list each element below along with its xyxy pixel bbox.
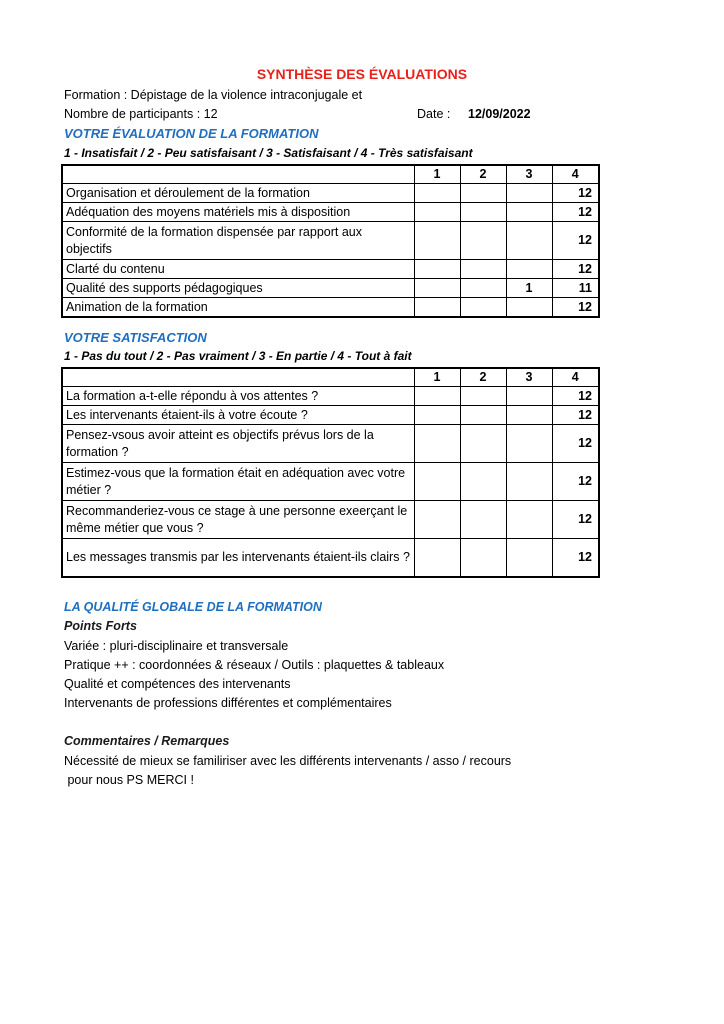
participants-line: Nombre de participants : 12 (64, 107, 218, 121)
count-cell (460, 184, 506, 203)
strength-item: Variée : pluri-disciplinaire et transversale (64, 639, 289, 653)
question-cell: Les messages transmis par les intervenants étaient-ils clairs ? (62, 539, 414, 578)
header-blank (62, 368, 414, 387)
count-cell (506, 425, 552, 463)
question-cell: Organisation et déroulement de la formation (62, 184, 414, 203)
evaluation-table (61, 164, 600, 318)
comment-line: Nécessité de mieux se familiriser avec les différents intervenants / asso / recours (64, 754, 512, 768)
column-header: 3 (506, 368, 552, 387)
question-cell: Conformité de la formation dispensée par rapport aux objectifs (62, 222, 414, 260)
count-cell (414, 406, 460, 425)
count-cell (506, 222, 552, 260)
table-row (62, 298, 599, 318)
count-cell: 12 (552, 463, 599, 501)
question-cell: Les intervenants étaient-ils à votre écoute ? (62, 406, 414, 425)
count-cell (414, 501, 460, 539)
table-row (62, 279, 599, 298)
count-cell (460, 463, 506, 501)
table-row (62, 406, 599, 425)
question-cell: Clarté du contenu (62, 260, 414, 279)
column-header: 1 (414, 368, 460, 387)
column-header: 1 (414, 165, 460, 184)
count-cell (506, 203, 552, 222)
formation-line: Formation : Dépistage de la violence intraconjugale et (64, 88, 363, 102)
count-cell (460, 222, 506, 260)
count-cell: 12 (552, 298, 599, 318)
column-header: 3 (506, 165, 552, 184)
count-cell: 12 (552, 539, 599, 578)
count-cell (460, 539, 506, 578)
count-cell (414, 425, 460, 463)
count-cell: 12 (552, 406, 599, 425)
count-cell (460, 387, 506, 406)
question-cell: Animation de la formation (62, 298, 414, 318)
count-cell (460, 425, 506, 463)
count-cell (460, 501, 506, 539)
count-cell (506, 501, 552, 539)
table-row (62, 260, 599, 279)
count-cell (506, 298, 552, 318)
date-value: 12/09/2022 (468, 107, 531, 121)
count-cell (460, 279, 506, 298)
count-cell (460, 298, 506, 318)
question-cell: Recommanderiez-vous ce stage à une personne exeerçant le même métier que vous ? (62, 501, 414, 539)
strength-item: Intervenants de professions différentes et complémentaires (64, 696, 392, 710)
count-cell (506, 184, 552, 203)
header-blank (62, 165, 414, 184)
count-cell: 11 (552, 279, 599, 298)
column-header: 4 (552, 368, 599, 387)
table-row (62, 184, 599, 203)
count-cell (414, 279, 460, 298)
table-row (62, 203, 599, 222)
table-row (62, 425, 599, 463)
question-cell: Pensez-vsous avoir atteint es objectifs prévus lors de la formation ? (62, 425, 414, 463)
count-cell (506, 539, 552, 578)
count-cell (414, 298, 460, 318)
table-row (62, 539, 599, 578)
table-row (62, 463, 599, 501)
column-header: 2 (460, 368, 506, 387)
column-header: 2 (460, 165, 506, 184)
satisfaction-section-title: VOTRE SATISFACTION (64, 330, 207, 345)
comments-title: Commentaires / Remarques (64, 734, 230, 748)
count-cell (414, 260, 460, 279)
count-cell (414, 387, 460, 406)
question-cell: Estimez-vous que la formation était en adéquation avec votre métier ? (62, 463, 414, 501)
table-header-row (62, 368, 599, 387)
date-label: Date : (417, 107, 451, 121)
count-cell (414, 222, 460, 260)
evaluation-scale-legend: 1 - Insatisfait / 2 - Peu satisfaisant / 3 - Satisfaisant / 4 - Très satisfaisant (64, 146, 473, 160)
count-cell (506, 406, 552, 425)
question-cell: Adéquation des moyens matériels mis à disposition (62, 203, 414, 222)
question-cell: La formation a-t-elle répondu à vos attentes ? (62, 387, 414, 406)
count-cell: 12 (552, 222, 599, 260)
count-cell (506, 260, 552, 279)
count-cell (460, 406, 506, 425)
count-cell: 12 (552, 203, 599, 222)
question-cell: Qualité des supports pédagogiques (62, 279, 414, 298)
count-cell: 12 (552, 501, 599, 539)
table-row (62, 387, 599, 406)
strength-item: Qualité et compétences des intervenants (64, 677, 291, 691)
count-cell (506, 387, 552, 406)
table-header-row (62, 165, 599, 184)
satisfaction-table (61, 367, 600, 578)
count-cell (506, 463, 552, 501)
comment-line: pour nous PS MERCI ! (64, 773, 194, 787)
satisfaction-scale-legend: 1 - Pas du tout / 2 - Pas vraiment / 3 - En partie / 4 - Tout à fait (64, 349, 412, 363)
count-cell (414, 463, 460, 501)
page-title: SYNTHÈSE DES ÉVALUATIONS (256, 66, 468, 82)
count-cell: 1 (506, 279, 552, 298)
count-cell: 12 (552, 184, 599, 203)
count-cell: 12 (552, 260, 599, 279)
count-cell (414, 539, 460, 578)
table-row (62, 222, 599, 260)
column-header: 4 (552, 165, 599, 184)
count-cell: 12 (552, 387, 599, 406)
count-cell: 12 (552, 425, 599, 463)
strength-item: Pratique ++ : coordonnées & réseaux / Outils : plaquettes & tableaux (64, 658, 445, 672)
count-cell (414, 184, 460, 203)
evaluation-section-title: VOTRE ÉVALUATION DE LA FORMATION (64, 126, 319, 141)
count-cell (460, 203, 506, 222)
table-row (62, 501, 599, 539)
quality-section-title: LA QUALITÉ GLOBALE DE LA FORMATION (64, 600, 322, 614)
count-cell (414, 203, 460, 222)
count-cell (460, 260, 506, 279)
strengths-title: Points Forts (64, 619, 137, 633)
